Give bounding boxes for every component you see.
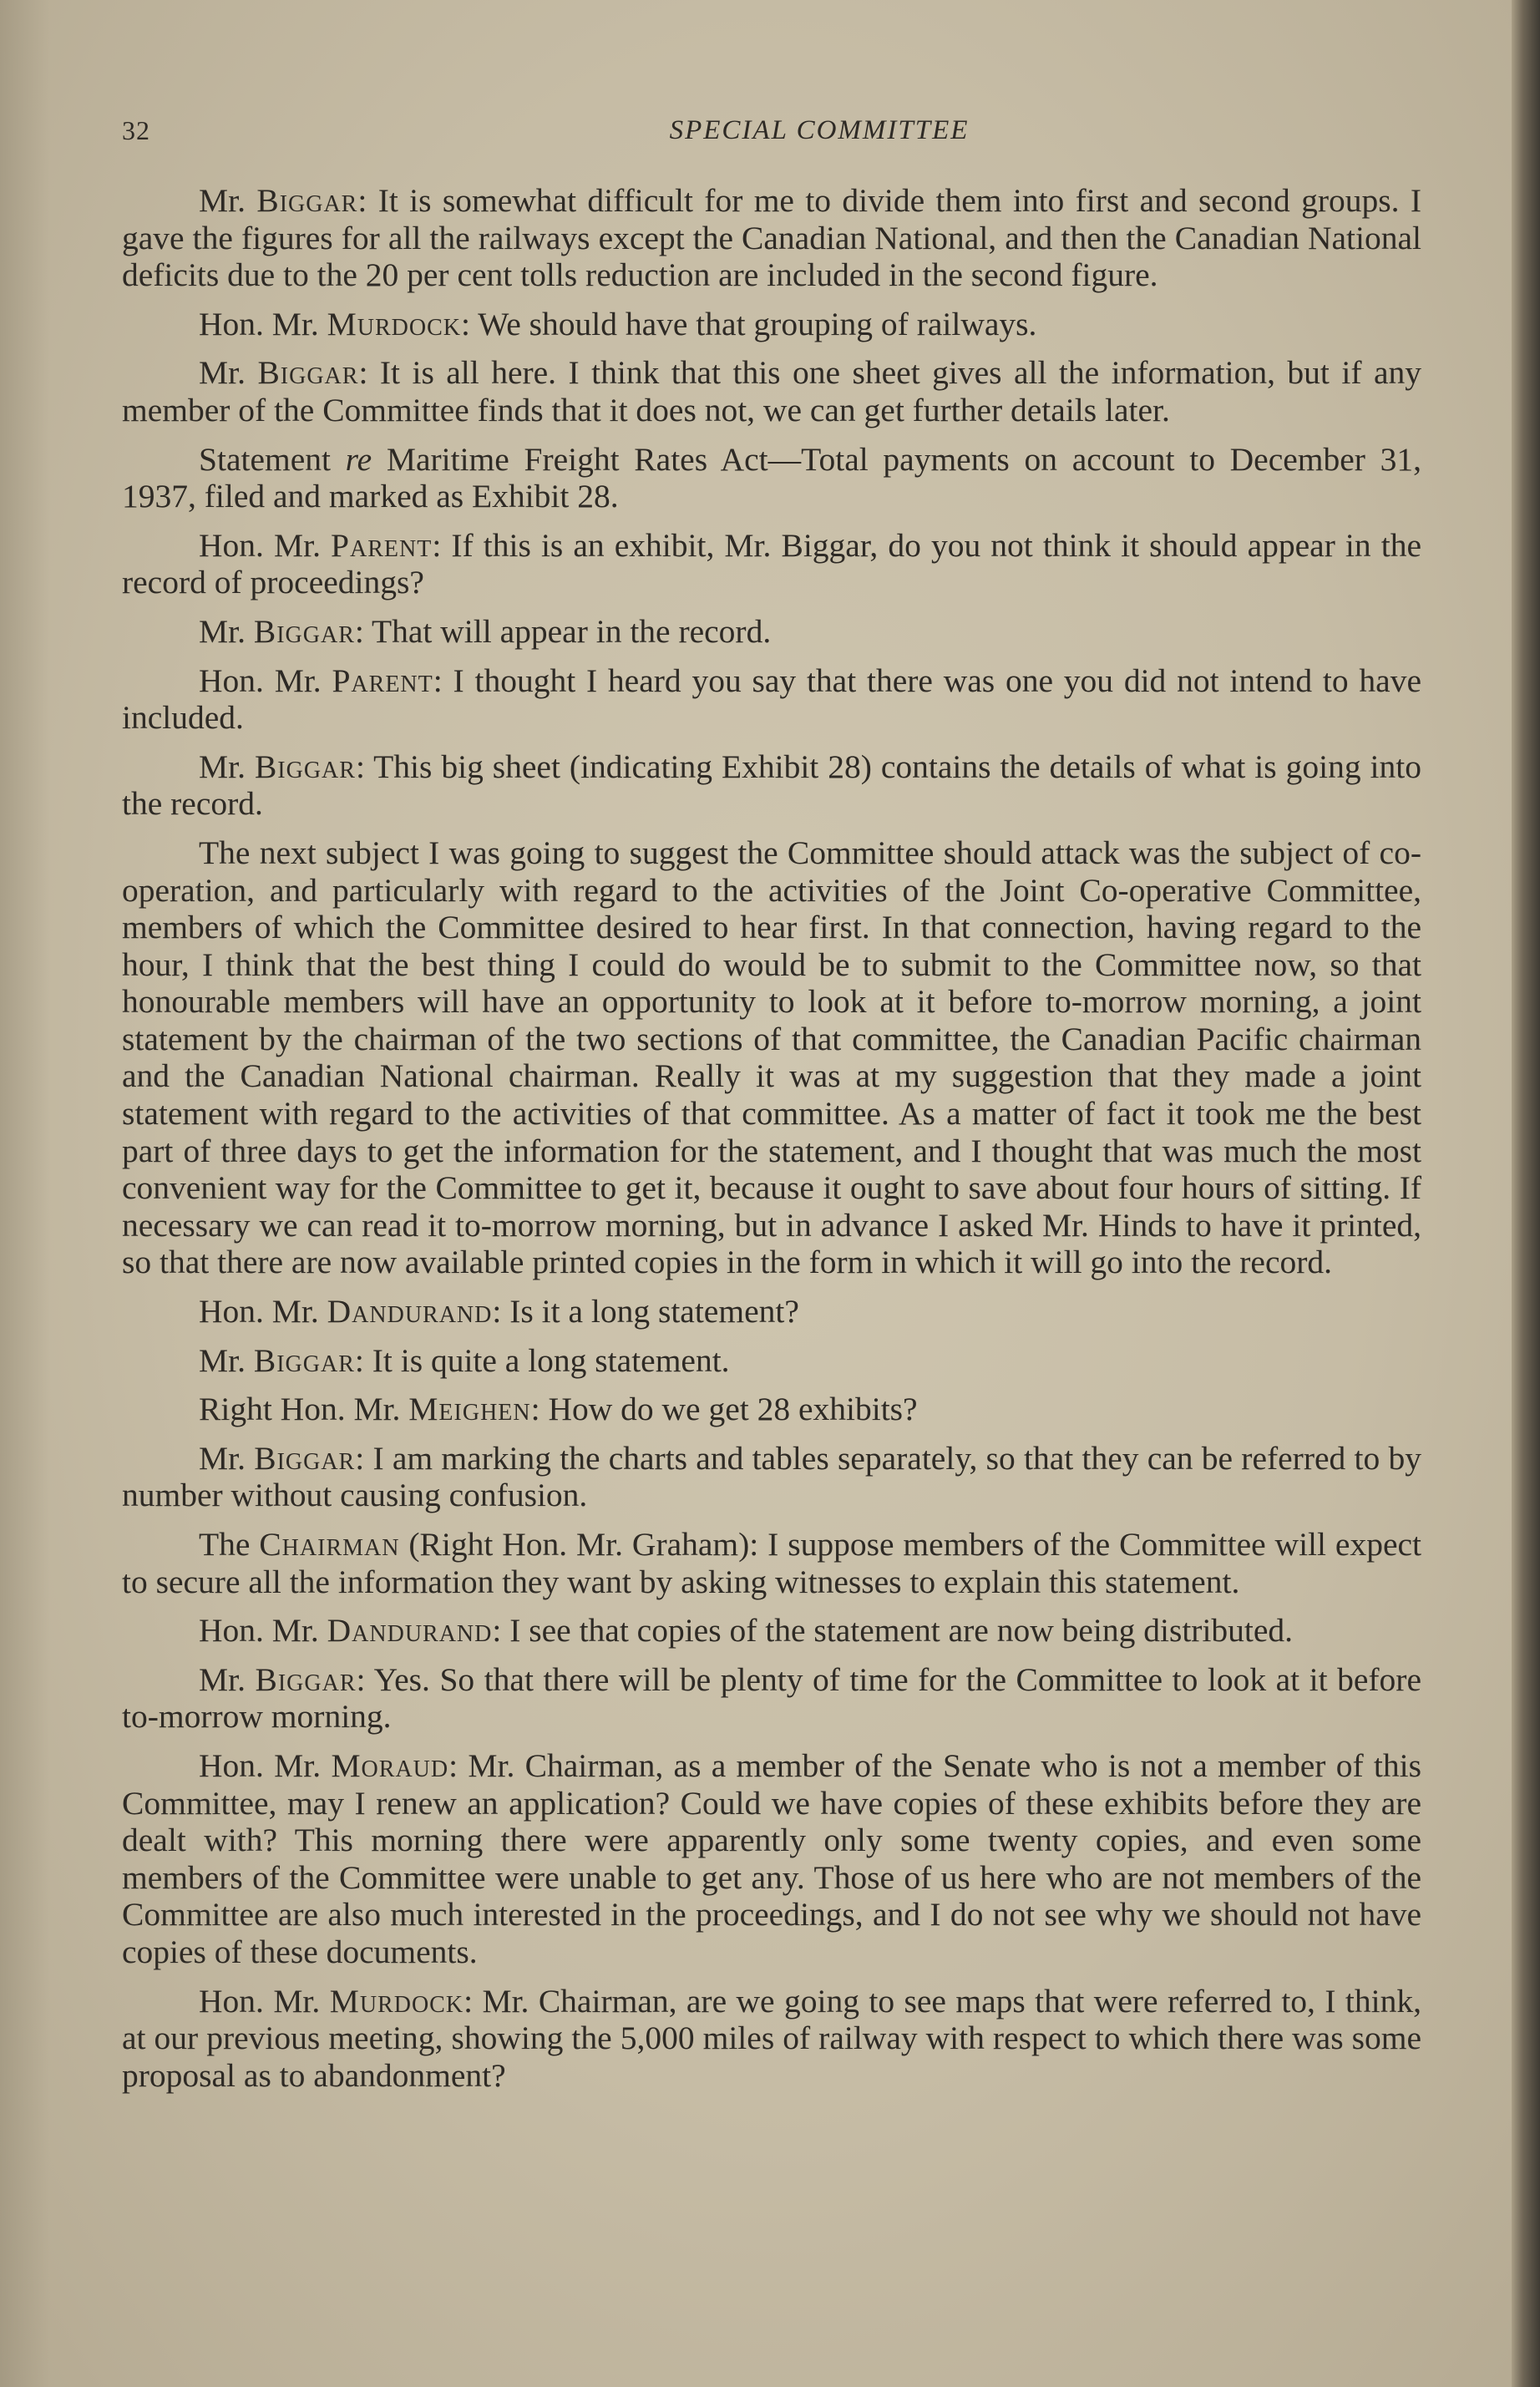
speaker-title: Mr. bbox=[199, 182, 257, 219]
paragraph-text: The next subject I was going to suggest the Committee should attack was the subject of co-operation, and particularly with regard to the activities of the Joint Co-operative Committee, members of which the Committee desired to hear first. In that connection, having regard to the hour, I think that the best thing I could do would be to submit to the Committee now, so that honourable members will have an opportunity to look at it before to-morrow morning, a joint statement by the chairman of the two sections of that committee, the Canadian Pacific chairman and the Canadian National chairman. Really it was at my suggestion that they made a joint statement with regard to the activities of that committee. As a matter of fact it took me the best part of three days to get the information for the statement, and I thought that was much the most convenient way for the Committee to get it, because it ought to save about four hours of sitting. If necessary we can read it to-morrow morning, but in advance I asked Mr. Hinds to have it printed, so that there are now available printed copies in the form in which it will go into the record. bbox=[122, 834, 1421, 1281]
page-header bbox=[122, 115, 1425, 157]
speaker-name: Parent bbox=[331, 526, 433, 564]
speaker-title: Hon. Mr. bbox=[199, 661, 332, 699]
speaker-name: Dandurand bbox=[327, 1293, 493, 1330]
speaker-title: The bbox=[199, 1526, 260, 1563]
paragraph bbox=[122, 527, 1421, 601]
paragraph-text: : Mr. Chairman, as a member of the Senate who is not a member of this Committee, may I renew an application? Could we have copies of these exhibits before they are dealt with? This morning there were apparently only some twenty copies, and even some members of the Committee were unable to get any. Those of us here who are not members of the Committee are also much interested in the proceedings, and I do not see why we should not have copies of these documents. bbox=[122, 1746, 1421, 1970]
paragraph-text: : It is somewhat difficult for me to divide them into first and second groups. I gave the figures for all the railways except the Canadian National, and then the Canadian National deficits due to the 20 per cent tolls reduction are included in the second figure. bbox=[122, 182, 1421, 294]
speaker-title: Hon. Mr. bbox=[199, 526, 332, 564]
speaker-name: Parent bbox=[332, 661, 433, 699]
speaker-name: Murdock bbox=[327, 305, 461, 342]
speaker-title: Mr. bbox=[199, 748, 255, 785]
speaker-name: Dandurand bbox=[327, 1612, 493, 1650]
paragraph bbox=[122, 1342, 1421, 1380]
speaker-title: Hon. Mr. bbox=[199, 1293, 327, 1330]
paragraph bbox=[122, 1983, 1421, 2095]
speaker-name: Biggar bbox=[255, 1660, 357, 1698]
paragraph-text: Maritime Freight Rates Act—Total payments on account to December 31, 1937, filed and marked as Exhibit 28. bbox=[122, 440, 1421, 515]
paragraph-text: : How do we get 28 exhibits? bbox=[530, 1391, 918, 1428]
speaker-name: Biggar bbox=[257, 354, 359, 392]
paragraph-text: : I am marking the charts and tables separately, so that they can be referred to by number without causing confusion. bbox=[122, 1439, 1421, 1514]
paragraph bbox=[122, 662, 1421, 737]
paragraph-text: : I thought I heard you say that there was one you did not intend to have included. bbox=[122, 661, 1421, 737]
paragraph bbox=[122, 1526, 1421, 1600]
paragraph-text: : That will appear in the record. bbox=[354, 612, 772, 650]
italic-word: re bbox=[345, 440, 372, 478]
paragraph bbox=[122, 834, 1421, 1281]
speaker-title: Hon. Mr. bbox=[199, 305, 327, 342]
paragraph bbox=[122, 354, 1421, 428]
speaker-title: Hon. Mr. bbox=[199, 1746, 332, 1784]
paragraph bbox=[122, 748, 1421, 823]
speaker-title: Hon. Mr. bbox=[199, 1612, 327, 1650]
speaker-name: Moraud bbox=[331, 1746, 449, 1784]
paragraph-text: : It is all here. I think that this one sheet gives all the information, but if any member of the Committee finds that it does not, we can get further details later. bbox=[122, 354, 1421, 428]
speaker-name: Biggar bbox=[253, 612, 355, 650]
book-binding-edge bbox=[1512, 0, 1540, 2387]
speaker-title: Mr. bbox=[199, 1341, 254, 1379]
paragraph-text: : I see that copies of the statement are now being distributed. bbox=[492, 1612, 1294, 1650]
speaker-title: Mr. bbox=[199, 354, 258, 392]
speaker-name: Biggar bbox=[254, 1439, 356, 1477]
speaker-name: Murdock bbox=[329, 1982, 464, 2020]
speaker-title: Mr. bbox=[199, 612, 254, 650]
paragraph bbox=[122, 1391, 1421, 1428]
paragraph bbox=[122, 1747, 1421, 1971]
paragraph bbox=[122, 182, 1421, 294]
speaker-name: Meighen bbox=[408, 1391, 531, 1428]
paragraph bbox=[122, 306, 1421, 343]
speaker-name: Biggar bbox=[254, 748, 356, 785]
paragraph-text: : Is it a long statement? bbox=[492, 1293, 799, 1330]
paragraph bbox=[122, 613, 1421, 651]
speaker-name: Chairman bbox=[259, 1526, 400, 1563]
paragraph bbox=[122, 1612, 1421, 1650]
paragraph-text: : Yes. So that there will be plenty of time for the Committee to look at it before to-morrow morning. bbox=[122, 1660, 1421, 1736]
speaker-name: Biggar bbox=[256, 182, 358, 219]
paragraph-text: : This big sheet (indicating Exhibit 28) contains the details of what is going into the record. bbox=[122, 748, 1421, 823]
speaker-name: Biggar bbox=[253, 1341, 355, 1379]
paragraph bbox=[122, 1661, 1421, 1736]
speaker-title: Right Hon. Mr. bbox=[199, 1391, 409, 1428]
paragraph bbox=[122, 1293, 1421, 1330]
paragraph-text: Statement bbox=[199, 440, 346, 478]
paragraph-text: : Mr. Chairman, are we going to see maps that were referred to, I think, at our previous meeting, showing the 5,000 miles of railway with respect to which there was some proposal as to abandonment? bbox=[122, 1982, 1421, 2094]
paragraph-text: : We should have that grouping of railways. bbox=[460, 305, 1037, 342]
speaker-title: Mr. bbox=[199, 1439, 255, 1477]
paragraph bbox=[122, 1440, 1421, 1514]
paragraph-text: : If this is an exhibit, Mr. Biggar, do you not think it should appear in the record of proceedings? bbox=[122, 526, 1421, 601]
page-number: 32 bbox=[122, 115, 150, 145]
paragraph-text: (Right Hon. Mr. Graham): I suppose members of the Committee will expect to secure all the information they want by asking witnesses to explain this statement. bbox=[122, 1526, 1421, 1600]
speaker-title: Hon. Mr. bbox=[199, 1982, 330, 2020]
paragraph-text: : It is quite a long statement. bbox=[354, 1341, 730, 1379]
page-shadow bbox=[0, 0, 50, 2387]
paragraph bbox=[122, 441, 1421, 515]
body-text bbox=[122, 182, 1421, 2106]
speaker-title: Mr. bbox=[199, 1660, 256, 1698]
running-head: SPECIAL COMMITTEE bbox=[669, 115, 970, 145]
